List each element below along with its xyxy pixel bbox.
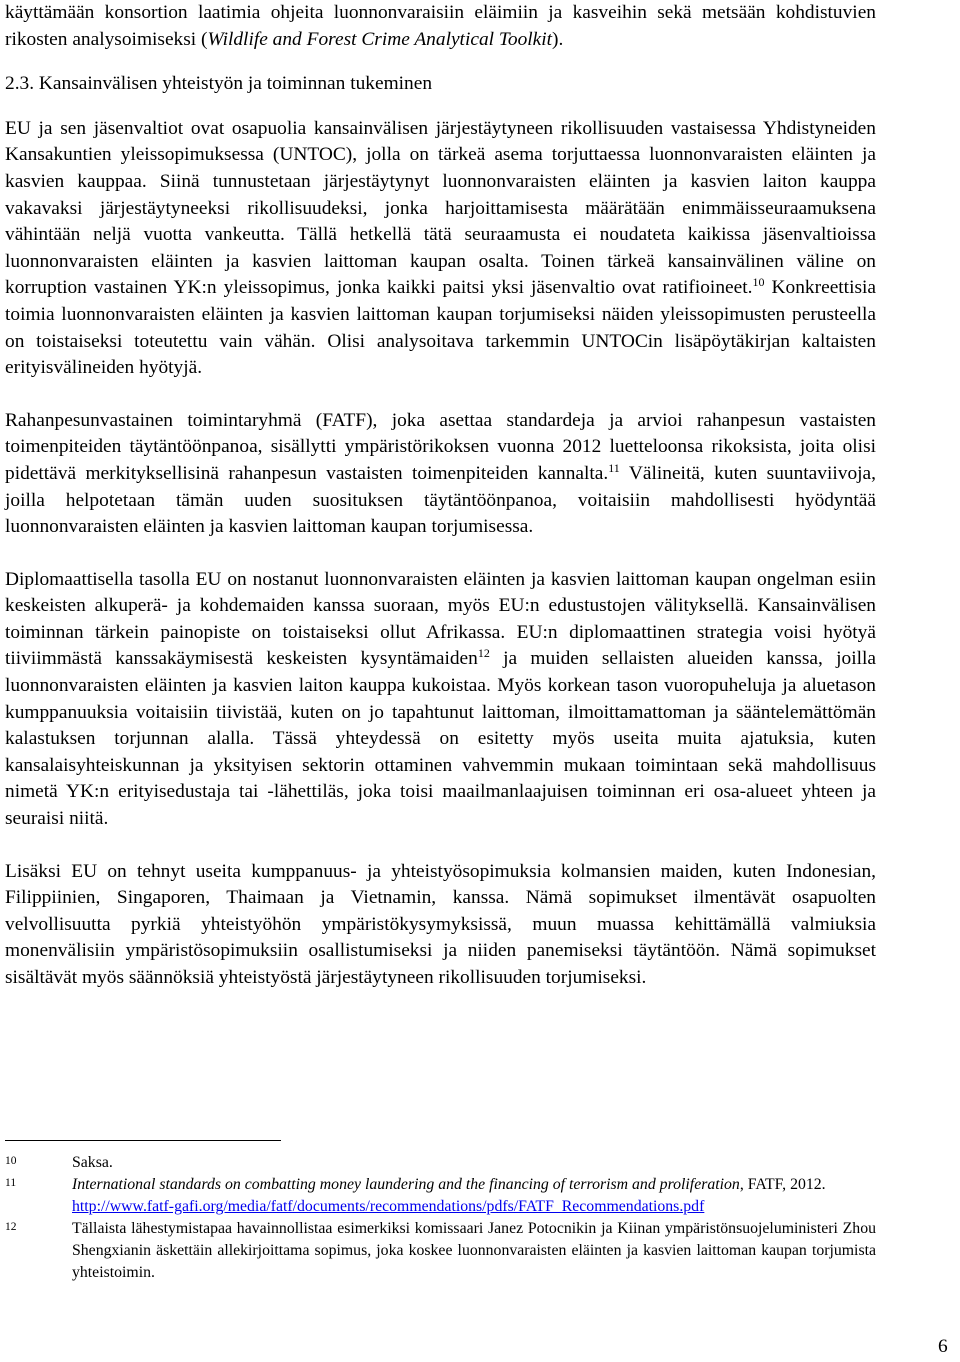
paragraph-partnerships: Lisäksi EU on tehnyt useita kumppanuus- ja yhteistyösopimuksia kolmansien maiden, kuten Indonesian, Filippiinien, Singaporen, Thaimaan ja Vietnamin, kanssa. Nämä sopimukset ilmentävät osapuolten velvollisuutta pyrkiä yhteistyöhön ympäristökysymyksissä, muun muassa kehittämällä valmiuksia monenvälisiin ympäristösopimuksiin osallistumiseksi ja niiden panemiseksi täytäntöön. Nämä sopimukset sisältävät myös säännöksiä yhteistyöstä järjestäytyneen rikollisuuden torjumiseksi. bbox=[5, 860, 876, 988]
paragraph-text: Välineitä, kuten suuntaviivoja, joilla helpotetaan tämän uuden suosituksen täytäntöönpanoa, voitaisiin mahdollisesti hyödyntää luonnonvaraisten eläinten ja kasvien laittoman kaupan torjumisessa. bbox=[5, 462, 876, 538]
footnote-number: 12 bbox=[5, 1221, 17, 1233]
footnotes bbox=[5, 1152, 876, 1284]
intro-text-end: ). bbox=[552, 28, 564, 50]
footnote-12 bbox=[5, 1218, 876, 1284]
footnote-reference[interactable]: 11 bbox=[608, 460, 620, 475]
footnote-text: , FATF, 2012. bbox=[739, 1176, 826, 1193]
paragraph-text: Rahanpesunvastainen toimintaryhmä (FATF), joka asettaa standardeja ja arvioi rahanpesun vastaisten toimenpiteiden täytäntöönpanoa, sisällytti ympäristörikoksen vuonna 2012 luetteloonsa rikoksista, joita olisi pidettävä merkityksellisinä rahanpesun vastaisten toimenpiteiden kannalta. bbox=[5, 409, 876, 484]
footnote-11 bbox=[5, 1174, 876, 1218]
footnote-text: Saksa. bbox=[72, 1154, 113, 1171]
intro-paragraph bbox=[5, 0, 876, 53]
footnote-reference[interactable]: 12 bbox=[477, 646, 490, 661]
paragraph-fatf bbox=[5, 408, 876, 541]
paragraph-text: Diplomaattisella tasolla EU on nostanut luonnonvaraisten eläinten ja kasvien laittoman kaupan ongelman esiin keskeisten alkuperä- ja kohdemaiden kanssa suoraan, myös EU:n edustustojen välityksellä. Kansainvälisen toiminnan tärkein painopiste on toistaiseksi ollut Afrikassa. EU:n diplomaattinen strategia voisi hyötyä tiiviimmästä kanssakäymisestä keskeisten kysyntämaiden bbox=[5, 568, 876, 670]
paragraph-untoc bbox=[5, 116, 876, 382]
footnote-10 bbox=[5, 1152, 876, 1174]
footnote-number: 11 bbox=[5, 1177, 17, 1189]
document-body bbox=[5, 0, 876, 992]
footnote-link[interactable]: http://www.fatf-gafi.org/media/fatf/documents/recommendations/pdfs/FATF_Recommendations.pdf bbox=[72, 1198, 705, 1215]
footnote-italic-title: International standards on combatting money laundering and the financing of terrorism and proliferation bbox=[72, 1176, 740, 1193]
section-heading: 2.3. Kansainvälisen yhteistyön ja toiminnan tukeminen bbox=[5, 73, 433, 95]
paragraph-diplomacy bbox=[5, 567, 876, 833]
paragraph-text: EU ja sen jäsenvaltiot ovat osapuolia kansainvälisen järjestäytyneen rikollisuuden vastaisessa Yhdistyneiden Kansakuntien yleissopimuksessa (UNTOC), jolla on tärkeä asema torjuttaessa luonnonvaraisten eläinten ja kasvien kauppaa. Siinä tunnustetaan järjestäytynyt luonnonvaraisten eläinten ja kasvien laiton kauppa vakavaksi järjestäytyneeksi rikollisuudeksi, jonka harjoittamisesta määrätään enimmäisseuraamuksena vähintään neljä vuotta vankeutta. Tällä hetkellä tätä seuraamusta ei noudateta kaikissa jäsenvaltioissa luonnonvaraisten eläinten ja kasvien laittoman kaupan osalta. Toinen tärkeä kansainvälinen väline on korruption vastainen YK:n yleissopimus, jonka kaikki paitsi yksi jäsenvaltio ovat ratifioineet. bbox=[5, 117, 876, 299]
footnote-text: Tällaista lähestymistapaa havainnollistaa esimerkiksi komissaari Janez Potocnikin ja Kiinan ympäristönsuojeluministeri Zhou Shengxianin äskettäin allekirjoittama sopimus, joka koskee luonnonvaraisten eläinten ja kasvien laittoman kaupan torjumista yhteistoimin. bbox=[72, 1220, 876, 1281]
page-number: 6 bbox=[938, 1336, 948, 1357]
paragraph-text: ja muiden sellaisten alueiden kanssa, joilla luonnonvaraisten eläinten ja kasvien laiton kauppa kukoistaa. Myös korkean tason vuoropuheluja ja aluetason kumppanuuksia voitaisiin tiivistää, kuten on jo tapahtunut laittoman, ilmoittamattoman ja sääntelemättömän kalastuksen torjunnan alalla. Tässä yhteydessä on esitetty myös useita muita ajatuksia, kuten kansalaisyhteiskunnan ja yksityisen sektorin ottaminen vahvemmin mukaan toimintaan sekä mahdollisuus nimetä YK:n erityisedustaja tai -lähettiläs, joka toisi maailmanlaajuisen toiminnan eri osa-alueet yhteen ja seuraisi niitä. bbox=[5, 648, 876, 830]
footnote-number: 10 bbox=[5, 1155, 17, 1167]
footnote-reference[interactable]: 10 bbox=[752, 275, 765, 290]
paragraph-text: Konkreettisia toimia luonnonvaraisten eläinten ja kasvien laittoman kaupan torjumiseksi näiden yleissopimusten perusteella on toistaiseksi toteutettu vain vähän. Olisi analysoitava tarkemmin UNTOCin lisäpöytäkirjan kaltaisten erityisvälineiden hyötyjä. bbox=[5, 277, 877, 379]
intro-text: käyttämään konsortion laatimia ohjeita luonnonvaraisiin eläimiin ja kasveihin sekä metsään kohdistuvien rikosten analysoimiseksi ( bbox=[5, 2, 876, 50]
footnote-separator bbox=[5, 1140, 281, 1141]
intro-italic-title: Wildlife and Forest Crime Analytical Toolkit bbox=[207, 28, 553, 50]
